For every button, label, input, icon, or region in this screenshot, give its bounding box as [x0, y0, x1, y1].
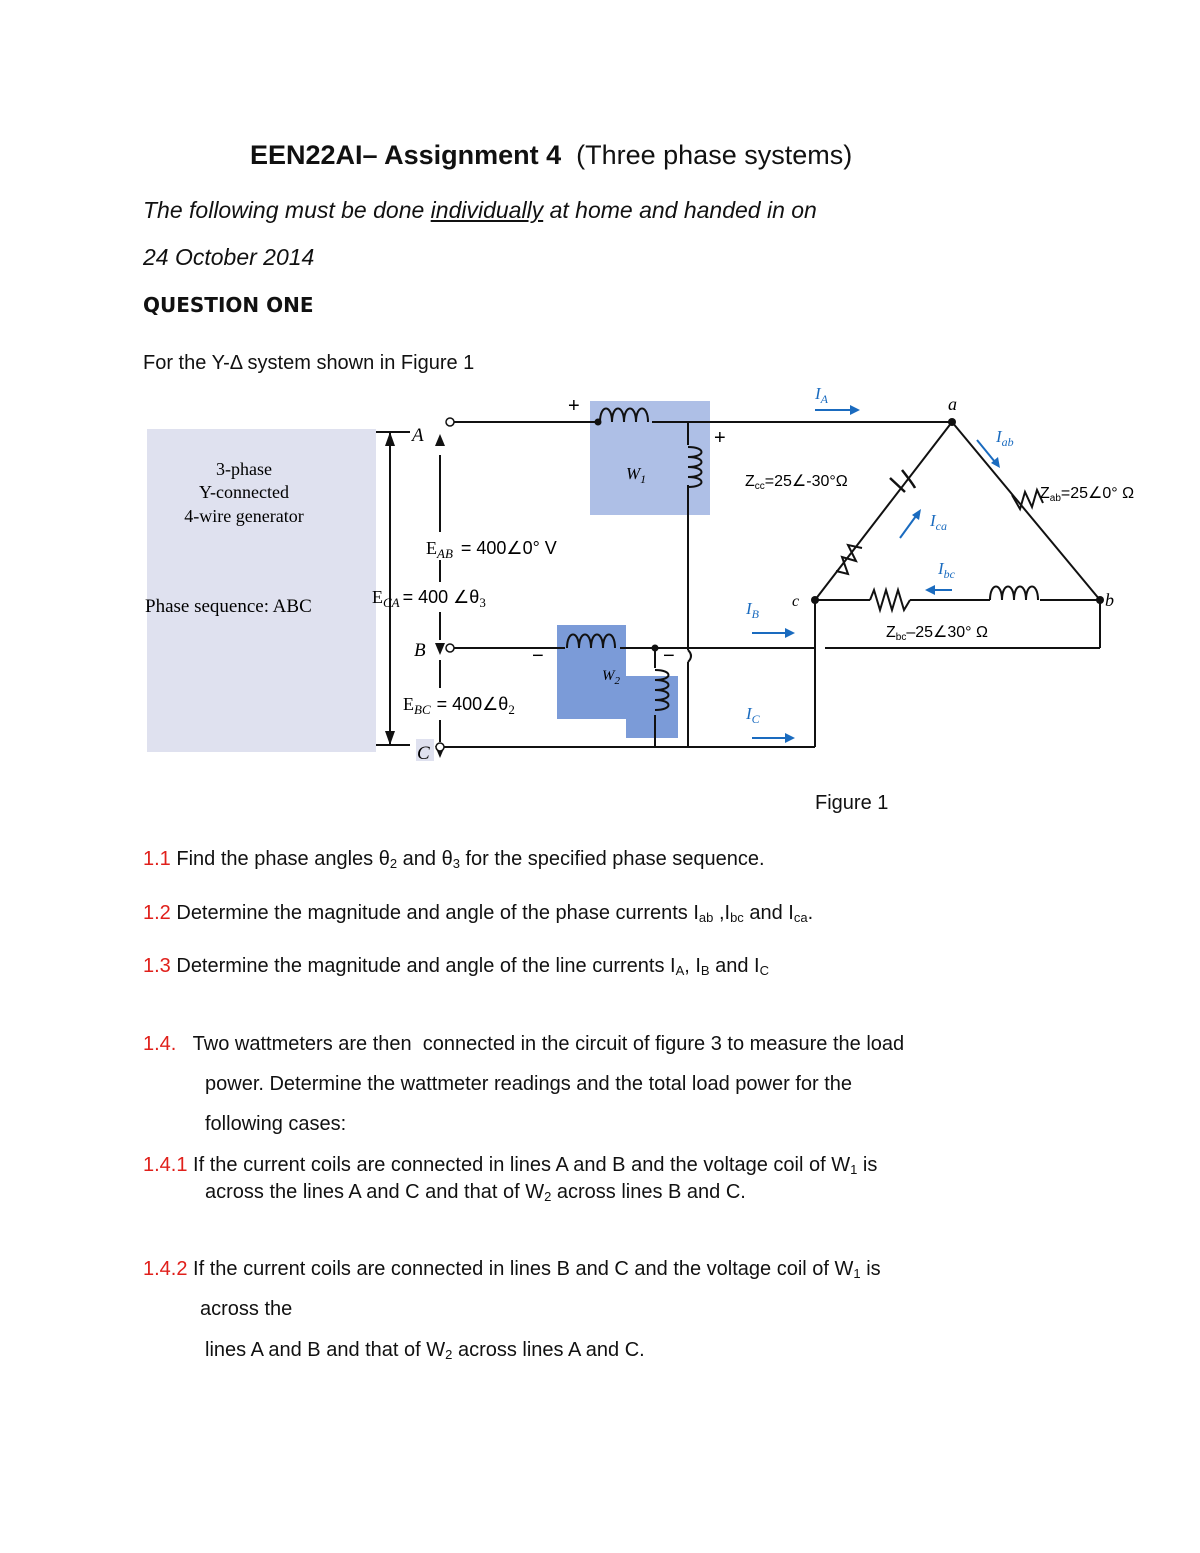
w1-plus: + — [568, 395, 580, 417]
w2-v-minus: − — [663, 645, 675, 667]
w1-v-plus: + — [714, 427, 726, 449]
circuit-wires — [444, 422, 1100, 747]
item-1-4: 1.4. Two wattmeters are then connected in the circuit of figure 3 to measure the load — [143, 1033, 905, 1055]
intro-underlined: individually — [430, 197, 544, 223]
ic-label: $I_C$ — [746, 704, 760, 726]
item-1-4-2-line-2: across the — [200, 1298, 293, 1320]
node-B-label: B — [414, 640, 426, 661]
ibc-label: $I_{bc}$ — [938, 559, 955, 581]
node-A-label: A — [412, 425, 424, 446]
item-1-3: 1.3 Determine the magnitude and angle of the line currents $I_A$, $I_B$ and $I_C$ — [143, 955, 770, 978]
page-title — [250, 140, 852, 171]
w1-label: $W_1$ — [626, 464, 647, 486]
wattmeter-w2-box-right — [626, 676, 678, 738]
figure-caption: Figure 1 — [815, 792, 889, 814]
title-bold: EEN22AI– Assignment 4 — [250, 140, 562, 170]
z-ab-label: Zab=25∠0° Ω — [1040, 485, 1135, 504]
ica-label: $I_{ca}$ — [930, 511, 947, 533]
circuit-figure — [0, 380, 1200, 780]
phase-sequence-label: Phase sequence: ABC — [145, 596, 312, 617]
item-1-4-2: 1.4.2 If the current coils are connected in lines B and C and the voltage coil of $W_1$ is — [143, 1258, 881, 1281]
item-1-4-line-2: power. Determine the wattmeter readings and the total load power for the — [205, 1073, 853, 1095]
item-1-1: 1.1 Find the phase angles $\theta_2$ and $\theta_3$ for the specified phase sequence. — [143, 848, 765, 871]
w2-minus: − — [532, 645, 544, 667]
item-1-4-1: 1.4.1 If the current coils are connected in lines A and B and the voltage coil of $W_1$ is — [143, 1154, 878, 1177]
intro-text: The following must be done — [143, 197, 431, 223]
generator-label-1: 3-phase — [216, 459, 272, 479]
ib-label: $I_B$ — [746, 599, 760, 621]
lead-text: For the — [143, 352, 212, 374]
capacitor-symbol — [890, 470, 915, 492]
due-date: 24 October 2014 — [143, 244, 315, 270]
item-1-4-1-line-2: across the lines A and C and that of $W_2$ across lines B and C. — [205, 1181, 746, 1204]
e-ab-label: $E_{AB}$ = 400∠0° V — [426, 538, 557, 561]
intro-text-2: at home and handed in on — [543, 197, 817, 223]
question-lead — [143, 352, 474, 375]
intro-line-1 — [143, 197, 817, 224]
item-1-4-2-line-3: lines A and B and that of $W_2$ across lines A and C. — [205, 1339, 645, 1362]
item-1-4-line-3: following cases: — [205, 1113, 347, 1135]
node-C-label: C — [417, 743, 430, 764]
title-rest: (Three phase systems) — [576, 140, 853, 170]
item-1-2: 1.2 Determine the magnitude and angle of the phase currents $I_{ab}$ $,I_{bc}$ and $I_{ca}$. — [143, 902, 814, 925]
e-ca-label: $E_{CA} = 400$ $\angle\theta_3$ — [372, 587, 486, 610]
ia-label: $I_A$ — [815, 384, 829, 406]
z-bc-label: Zbc–25∠30° Ω — [886, 624, 988, 643]
node-c-label: c — [792, 593, 800, 610]
iab-label: $I_{ab}$ — [996, 427, 1014, 449]
generator-label-2: Y-connected — [199, 482, 289, 502]
z-ca-label: Zcc=25∠-30°Ω — [745, 473, 848, 492]
generator-label-3: 4-wire generator — [184, 506, 304, 526]
node-b-label: b — [1105, 590, 1114, 610]
y-delta-symbol: Y-Δ — [211, 352, 242, 374]
question-heading: QUESTION ONE — [143, 293, 314, 317]
lead-text-2: system shown in Figure 1 — [241, 352, 475, 374]
e-bc-label: $E_{BC}$ = $400\angle\theta_2$ — [403, 694, 515, 717]
w2-label: $W_2$ — [602, 668, 620, 687]
node-a-label: a — [948, 394, 957, 414]
